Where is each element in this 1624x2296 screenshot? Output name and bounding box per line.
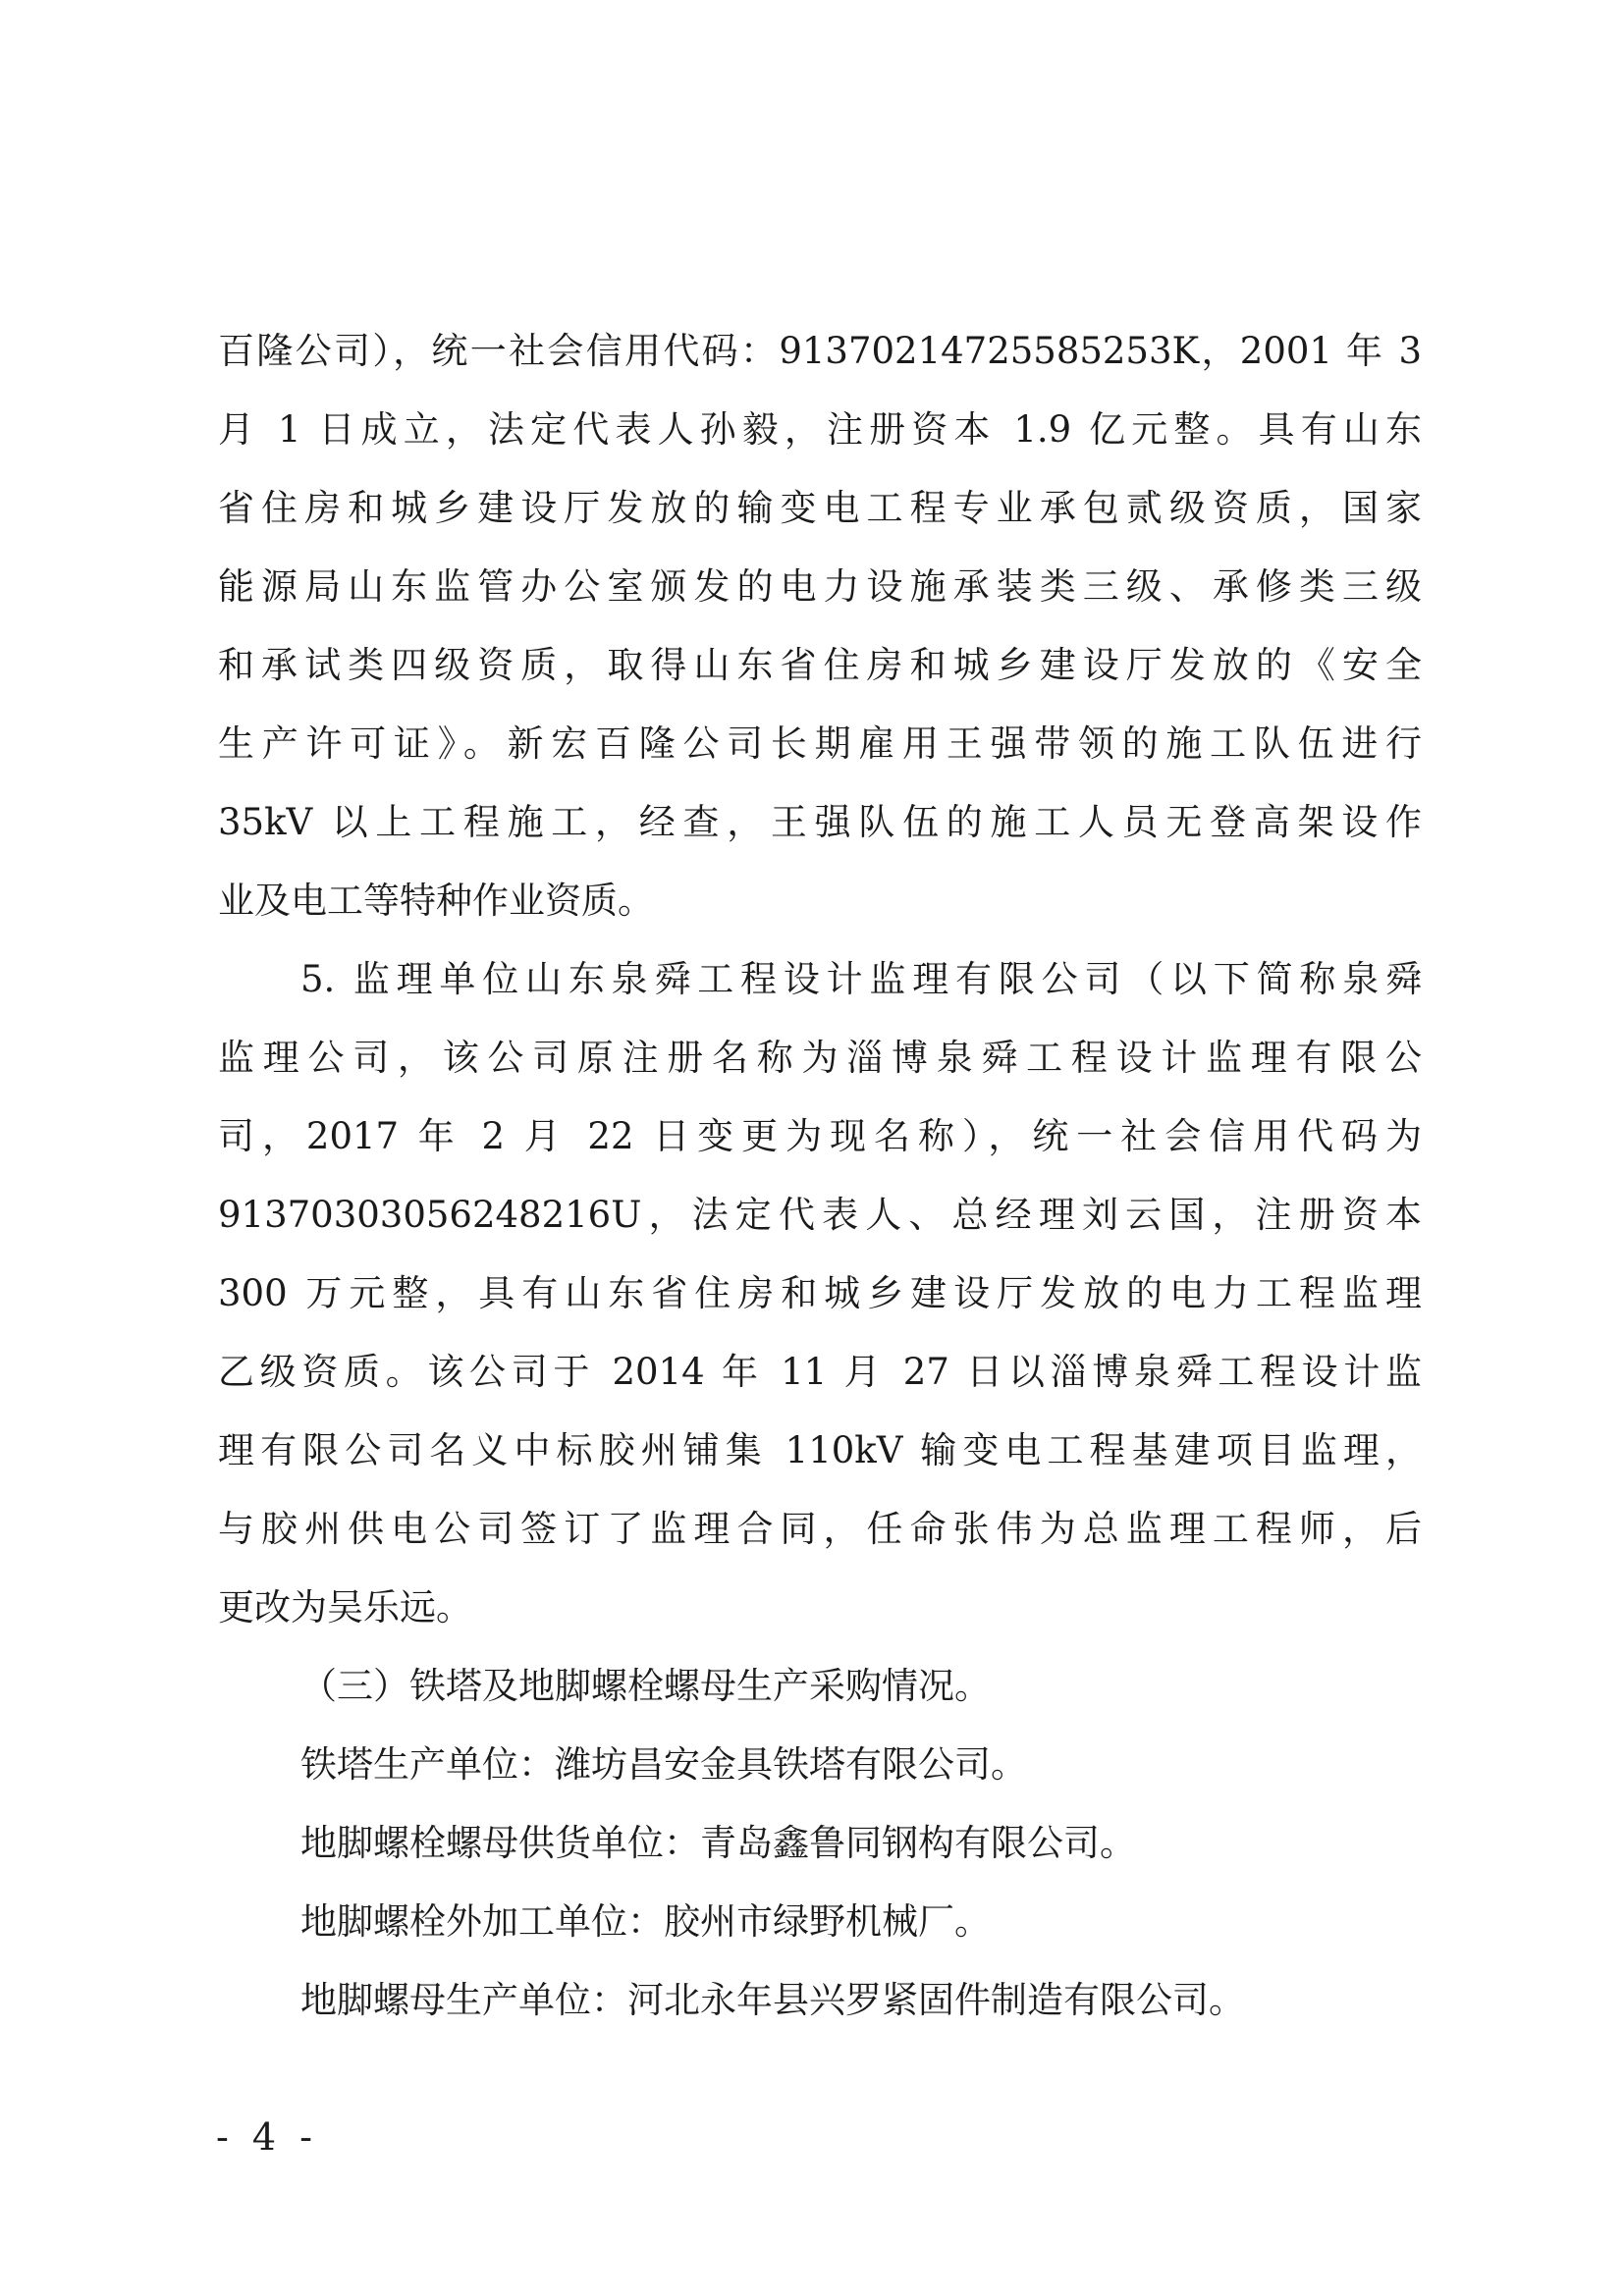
text-line: 更改为吴乐远。 [218, 1586, 472, 1629]
text-line: 地脚螺栓螺母供货单位：青岛鑫鲁同钢构有限公司。 [300, 1822, 1136, 1864]
text-line: 能源局山东监管办公室颁发的电力设施承装类三级、承修类三级 [218, 565, 1422, 608]
text-line: 百隆公司），统一社会信用代码：91370214725585253K，2001 年 3 [218, 330, 1422, 372]
paragraph-bolt-supplier [218, 1804, 1422, 1883]
section-heading-3 [218, 1647, 1422, 1726]
paragraph-bolt-processor [218, 1883, 1422, 1961]
text-line: 5. 监理单位山东泉舜工程设计监理有限公司（以下简称泉舜 [300, 958, 1422, 1000]
text-line: （三）铁塔及地脚螺栓螺母生产采购情况。 [300, 1665, 991, 1707]
text-line: 地脚螺母生产单位：河北永年县兴罗紧固件制造有限公司。 [300, 1979, 1245, 2021]
paragraph-item-5-supervision [218, 940, 1422, 1647]
text-line: 业及电工等特种作业资质。 [218, 880, 654, 922]
text-line: 生产许可证》。新宏百隆公司长期雇用王强带领的施工队伍进行 [218, 722, 1422, 765]
text-line: 35kV 以上工程施工，经查，王强队伍的施工人员无登高架设作 [218, 801, 1422, 843]
text-line: 铁塔生产单位：潍坊昌安金具铁塔有限公司。 [300, 1743, 1027, 1786]
text-line: 地脚螺栓外加工单位：胶州市绿野机械厂。 [300, 1900, 991, 1943]
text-line: 月 1 日成立，法定代表人孙毅，注册资本 1.9 亿元整。具有山东 [218, 408, 1422, 451]
text-line: 和承试类四级资质，取得山东省住房和城乡建设厅发放的《安全 [218, 644, 1422, 686]
document-body [218, 312, 1422, 2040]
paragraph-nut-producer [218, 1961, 1422, 2040]
text-line: 省住房和城乡建设厅发放的输变电工程专业承包贰级资质，国家 [218, 487, 1422, 529]
paragraph-tower-producer [218, 1726, 1422, 1804]
text-line: 91370303056248216U，法定代表人、总经理刘云国，注册资本 [218, 1194, 1422, 1236]
text-line: 司，2017 年 2 月 22 日变更为现名称），统一社会信用代码为 [218, 1115, 1422, 1157]
text-line: 300 万元整，具有山东省住房和城乡建设厅发放的电力工程监理 [218, 1272, 1422, 1314]
text-line: 监理公司，该公司原注册名称为淄博泉舜工程设计监理有限公 [218, 1037, 1422, 1079]
text-line: 乙级资质。该公司于 2014 年 11 月 27 日以淄博泉舜工程设计监 [218, 1351, 1422, 1393]
text-line: 与胶州供电公司签订了监理合同，任命张伟为总监理工程师，后 [218, 1508, 1422, 1550]
paragraph-company-continued [218, 312, 1422, 940]
page-number: - 4 - [216, 2115, 319, 2159]
text-line: 理有限公司名义中标胶州铺集 110kV 输变电工程基建项目监理， [218, 1429, 1422, 1471]
